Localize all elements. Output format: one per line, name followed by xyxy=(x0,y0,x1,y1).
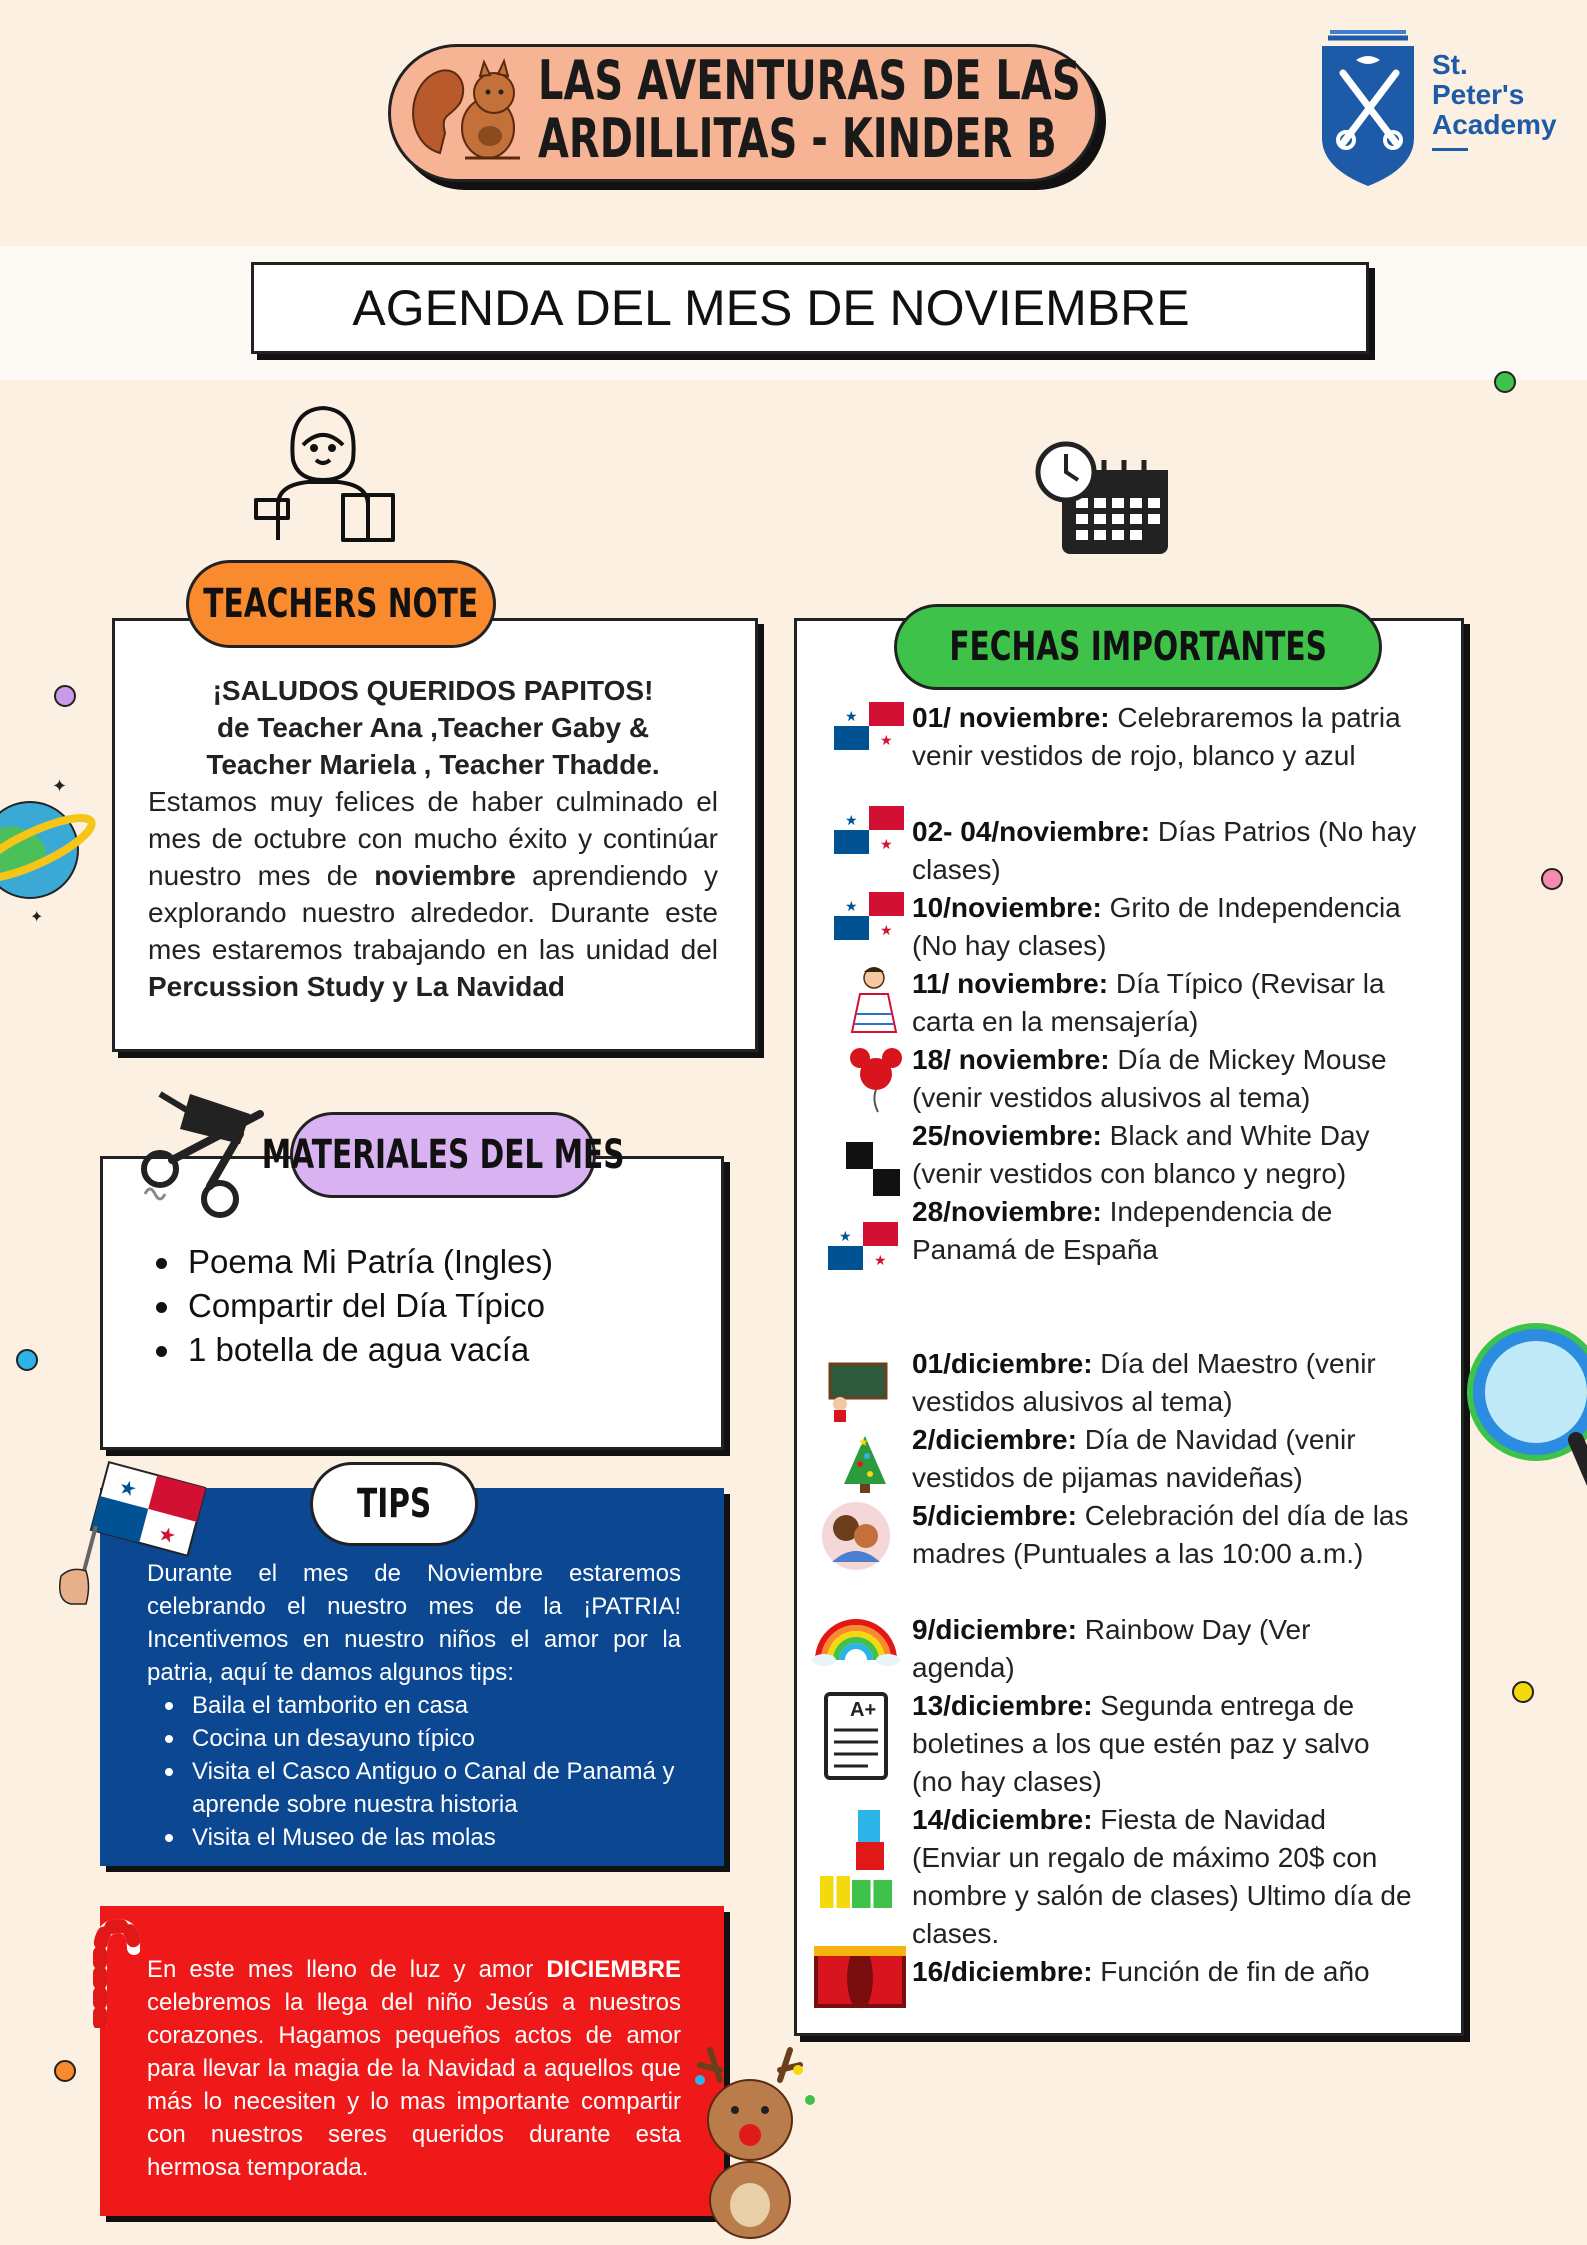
stage-curtain-icon xyxy=(812,1944,908,2010)
panama-flag-icon xyxy=(834,702,904,750)
list-item: Cocina un desayuno típico xyxy=(147,1722,681,1755)
note-greeting: ¡SALUDOS QUERIDOS PAPITOS! xyxy=(212,675,654,706)
materiales-label: MATERIALES DEL MES xyxy=(290,1112,596,1198)
squirrel-icon xyxy=(410,58,535,168)
school-shield-icon xyxy=(1318,28,1418,188)
teachers-note-body xyxy=(148,672,718,1005)
mickey-balloon-icon xyxy=(846,1044,906,1114)
reindeer-icon xyxy=(680,2040,820,2240)
pollera-girl-icon xyxy=(850,964,898,1036)
svg-text:★: ★ xyxy=(874,1252,887,1268)
logo-underline xyxy=(1432,148,1468,151)
note-from-line1: de Teacher Ana ,Teacher Gaby & xyxy=(216,712,650,743)
teacher-board-icon xyxy=(826,1360,892,1422)
page-title xyxy=(538,49,1098,170)
calendar-clock-icon xyxy=(1034,440,1172,558)
event-item: 14/diciembre: Fiesta de Navidad (Enviar un regalo de máximo 20$ con nombre y salón de clases) Ultimo día de clases. xyxy=(912,1804,1412,1949)
title-line-1: LAS AVENTURAS DE LAS xyxy=(538,49,1081,112)
event-item: 25/noviembre: Black and White Day (venir vestidos con blanco y negro) xyxy=(912,1120,1370,1189)
svg-text:✦: ✦ xyxy=(52,776,68,796)
school-logo-text: St. Peter's Academy xyxy=(1432,49,1557,140)
gifts-icon xyxy=(812,1806,902,1912)
teacher-reading-icon xyxy=(248,400,398,548)
fechas-label: FECHAS IMPORTANTES xyxy=(894,604,1382,690)
svg-text:★: ★ xyxy=(858,1435,869,1449)
magnifying-glass-icon xyxy=(1466,1320,1587,1520)
event-item: 28/noviembre: Independencia de Panamá de España xyxy=(912,1196,1333,1265)
decor-dot xyxy=(1494,371,1516,393)
event-item: 16/diciembre: Función de fin de año xyxy=(912,1956,1370,1987)
event-item: 18/ noviembre: Día de Mickey Mouse (venir vestidos alusivos al tema) xyxy=(912,1044,1387,1113)
materiales-list xyxy=(150,1240,553,1372)
teachers-note-label: TEACHERS NOTE xyxy=(186,560,496,648)
svg-text:★: ★ xyxy=(880,922,893,938)
event-item: 9/diciembre: Rainbow Day (Ver agenda) xyxy=(912,1614,1311,1683)
note-paragraph: Estamos muy felices de haber culminado el mes de octubre con mucho éxito y continúar nuestro mes de noviembre aprendiendo y explorando nuestro alrededor. Durante este mes estaremos trabajando en las unidad del Percussion Study y La Navidad xyxy=(148,786,718,1002)
event-item: 01/diciembre: Día del Maestro (venir vestidos alusivos al tema) xyxy=(912,1348,1376,1417)
decor-dot xyxy=(1541,868,1563,890)
list-item: Visita el Museo de las molas xyxy=(147,1821,681,1854)
title-line-2: ARDILLITAS - KINDER B xyxy=(538,107,1057,170)
event-item: 01/ noviembre: Celebraremos la patria venir vestidos de rojo, blanco y azul xyxy=(912,702,1401,771)
event-item: 5/diciembre: Celebración del día de las madres (Puntuales a las 10:00 a.m.) xyxy=(912,1500,1409,1569)
decor-dot xyxy=(16,1349,38,1371)
svg-text:★: ★ xyxy=(880,836,893,852)
christmas-tree-icon xyxy=(840,1434,890,1494)
svg-text:★: ★ xyxy=(845,812,858,828)
agenda-title: AGENDA DEL MES DE NOVIEMBRE xyxy=(352,280,1190,336)
event-item: 11/ noviembre: Día Típico (Revisar la carta en la mensajería) xyxy=(912,968,1385,1037)
panama-flag-icon xyxy=(834,892,904,940)
svg-text:★: ★ xyxy=(845,898,858,914)
mother-hug-icon xyxy=(810,1500,902,1572)
event-item: 02- 04/noviembre: Días Patrios (No hay clases) xyxy=(912,816,1417,885)
event-item: 2/diciembre: Día de Navidad (venir vestidos de pijamas navideñas) xyxy=(912,1424,1356,1493)
note-from-line2: Teacher Mariela , Teacher Thadde. xyxy=(206,749,660,780)
svg-text:★: ★ xyxy=(116,1475,140,1502)
panama-flag-icon xyxy=(834,806,904,854)
report-card-icon xyxy=(822,1690,890,1782)
list-item: 1 botella de agua vacía xyxy=(150,1328,553,1372)
tips-intro: Durante el mes de Noviembre estaremos celebrando el nuestro mes de la ¡PATRIA! Incentivemos en nuestro niños el amor por la patria, aquí te damos algunos tips: xyxy=(147,1560,681,1686)
svg-text:★: ★ xyxy=(155,1522,179,1549)
scissors-supplies-icon xyxy=(130,1074,280,1224)
rainbow-icon xyxy=(810,1610,902,1666)
svg-text:★: ★ xyxy=(845,708,858,724)
panama-flag-icon xyxy=(828,1222,898,1270)
list-item: Compartir del Día Típico xyxy=(150,1284,553,1328)
candy-cane-icon xyxy=(70,1918,140,2028)
tips-label: TIPS xyxy=(310,1462,478,1546)
decor-dot xyxy=(54,685,76,707)
svg-text:★: ★ xyxy=(880,732,893,748)
checker-icon xyxy=(846,1142,900,1196)
event-item: 10/noviembre: Grito de Independencia (No hay clases) xyxy=(912,892,1401,961)
decor-dot xyxy=(1512,1681,1534,1703)
svg-text:A+: A+ xyxy=(850,1699,877,1721)
list-item: Baila el tamborito en casa xyxy=(147,1689,681,1722)
diciembre-note-text: En este mes lleno de luz y amor DICIEMBRE celebremos la llega del niño Jesús a nuestros corazones. Hagamos pequeños actos de amor para llevar la magia de la Navidad a aquellos que más lo necesiten y lo mas importante compartir con nuestros seres queridos durante esta hermosa temporada. xyxy=(147,1956,681,2181)
list-item: Poema Mi Patría (Ingles) xyxy=(150,1240,553,1284)
event-item: 13/diciembre: Segunda entrega de boletines a los que estén paz y salvo (no hay clases) xyxy=(912,1690,1370,1797)
tips-body xyxy=(147,1557,681,1854)
list-item: Visita el Casco Antiguo o Canal de Panamá y aprende sobre nuestra historia xyxy=(147,1755,681,1821)
tips-list xyxy=(147,1689,681,1854)
decor-dot xyxy=(54,2060,76,2082)
svg-text:★: ★ xyxy=(839,1228,852,1244)
planet-icon xyxy=(0,770,100,930)
svg-text:✦: ✦ xyxy=(30,909,44,926)
